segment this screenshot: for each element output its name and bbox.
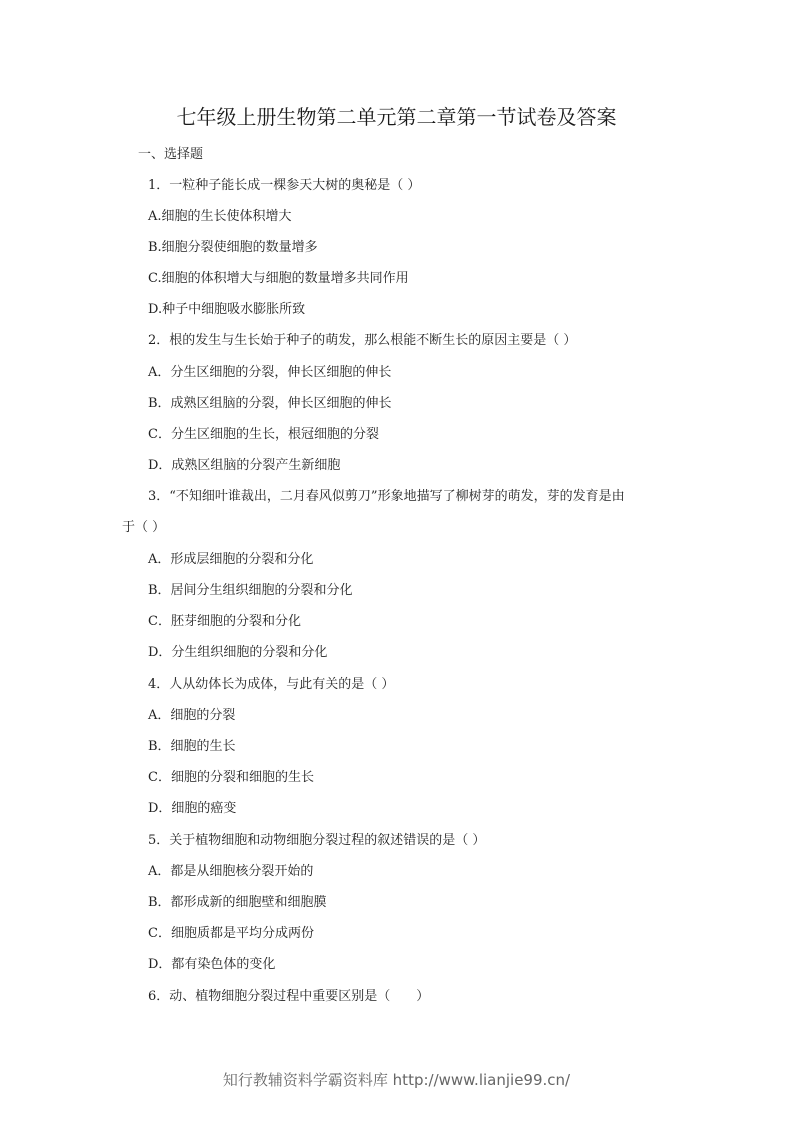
question-3-option-a: A．形成层细胞的分裂和分化 xyxy=(148,552,314,567)
question-1-option-b: B.细胞分裂使细胞的数量增多 xyxy=(148,240,318,255)
question-1-stem: 1．一粒种子能长成一棵参天大树的奥秘是（ ） xyxy=(148,178,421,193)
question-1-option-a: A.细胞的生长使体积增大 xyxy=(148,209,292,224)
question-2-option-d: D．成熟区组脑的分裂产生新细胞 xyxy=(148,458,341,473)
question-5-option-c: C．细胞质都是平均分成两份 xyxy=(148,926,314,941)
question-2-option-c: C．分生区细胞的生长，根冠细胞的分裂 xyxy=(148,427,379,442)
question-4-option-a: A．细胞的分裂 xyxy=(148,708,236,723)
question-4-option-d: D．细胞的癌变 xyxy=(148,801,237,816)
question-5-option-d: D．都有染色体的变化 xyxy=(148,957,276,972)
question-2-stem: 2．根的发生与生长始于种子的萌发，那么根能不断生长的原因主要是（ ） xyxy=(148,333,577,348)
question-5-stem: 5．关于植物细胞和动物细胞分裂过程的叙述错误的是（ ） xyxy=(148,833,486,848)
question-4-stem: 4．人从幼体长为成体，与此有关的是（ ） xyxy=(148,677,395,692)
question-4-option-b: B．细胞的生长 xyxy=(148,739,236,754)
question-2-option-b: B．成熟区组脑的分裂，伸长区细胞的伸长 xyxy=(148,396,392,411)
question-4-option-c: C．细胞的分裂和细胞的生长 xyxy=(148,770,314,785)
question-1-option-d: D.种子中细胞吸水膨胀所致 xyxy=(148,302,306,317)
question-3-option-b: B．居间分生组织细胞的分裂和分化 xyxy=(148,583,353,598)
footer-watermark: 知行教辅资料学霸资料库 http://www.lianjie99.cn/ xyxy=(222,1071,571,1089)
page-title: 七年级上册生物第二单元第二章第一节试卷及答案 xyxy=(176,105,617,129)
question-3-stem: 3．“不知细叶谁裁出，二月春风似剪刀”形象地描写了柳树芽的萌发，芽的发育是由 xyxy=(148,489,625,504)
question-3-option-c: C．胚芽细胞的分裂和分化 xyxy=(148,614,301,629)
question-3-stem-continued: 于（ ） xyxy=(122,520,166,535)
question-5-option-b: B．都形成新的细胞壁和细胞膜 xyxy=(148,895,327,910)
question-3-option-d: D．分生组织细胞的分裂和分化 xyxy=(148,645,328,660)
question-2-option-a: A．分生区细胞的分裂，伸长区细胞的伸长 xyxy=(148,365,392,380)
question-1-option-c: C.细胞的体积增大与细胞的数量增多共同作用 xyxy=(148,271,409,286)
section-heading: 一、选择题 xyxy=(138,147,204,162)
question-6-stem: 6．动、植物细胞分裂过程中重要区别是（ ） xyxy=(148,989,430,1004)
question-5-option-a: A．都是从细胞核分裂开始的 xyxy=(148,864,314,879)
